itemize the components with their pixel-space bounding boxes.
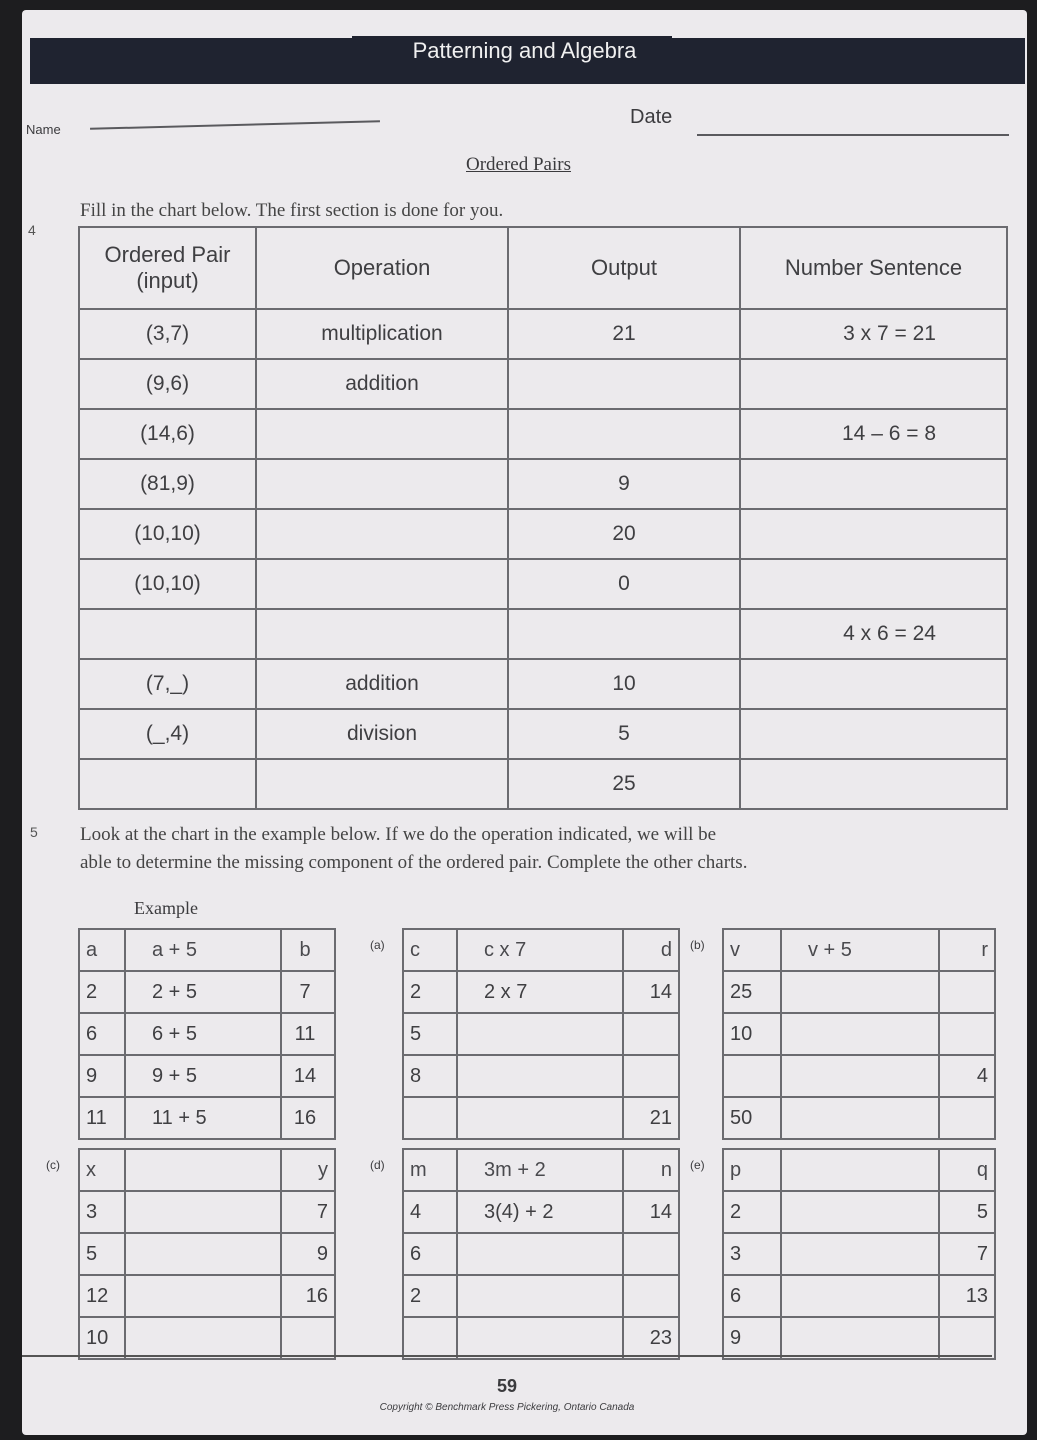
number-sentence-cell[interactable] — [740, 359, 1007, 409]
column-header-output: Output — [508, 227, 740, 309]
chart-cell: y — [281, 1149, 335, 1191]
chart-cell: c x 7 — [457, 929, 623, 971]
chart-header-row — [79, 929, 335, 971]
chart-cell: 2 — [403, 971, 457, 1013]
chart-cell: 7 — [281, 971, 335, 1013]
chart-cell: 11 — [281, 1013, 335, 1055]
chart-row — [723, 1013, 995, 1055]
table-row — [79, 359, 1007, 409]
chart-cell: 10 — [723, 1013, 781, 1055]
operation-cell: multiplication — [256, 309, 508, 359]
chart-cell[interactable] — [781, 1055, 939, 1097]
chart-cell: 9 + 5 — [125, 1055, 281, 1097]
chart-cell: 14 — [623, 1191, 679, 1233]
chart-row — [403, 1317, 679, 1359]
chart-cell[interactable] — [623, 1013, 679, 1055]
chart-b — [722, 928, 996, 1140]
chart-cell[interactable] — [281, 1317, 335, 1359]
chart-cell[interactable] — [781, 1233, 939, 1275]
table-row — [79, 509, 1007, 559]
operation-cell[interactable] — [256, 509, 508, 559]
output-cell: 10 — [508, 659, 740, 709]
chart-cell[interactable] — [623, 1233, 679, 1275]
chart-row — [79, 1275, 335, 1317]
output-cell[interactable] — [508, 409, 740, 459]
chart-cell[interactable] — [457, 1013, 623, 1055]
chart-row — [723, 1191, 995, 1233]
input-cell: (3,7) — [79, 309, 256, 359]
chart-cell: 2 x 7 — [457, 971, 623, 1013]
input-cell: (14,6) — [79, 409, 256, 459]
table-row — [79, 709, 1007, 759]
chart-cell[interactable] — [125, 1233, 281, 1275]
chart-cell: 6 — [403, 1233, 457, 1275]
column-header-number-sentence: Number Sentence — [740, 227, 1007, 309]
copyright: Copyright © Benchmark Press Pickering, Ontario Canada — [379, 1402, 635, 1413]
chart-e — [722, 1148, 996, 1360]
name-label: Name — [26, 122, 61, 137]
chart-cell: q — [939, 1149, 995, 1191]
chart-cell: 8 — [403, 1055, 457, 1097]
footer-rule — [22, 1355, 992, 1357]
chart-header-row — [403, 929, 679, 971]
chart-row — [79, 1233, 335, 1275]
chart-cell[interactable] — [939, 1013, 995, 1055]
chart-cell: 2 — [79, 971, 125, 1013]
question-4-instruction: Fill in the chart below. The first section is done for you. — [80, 200, 504, 221]
chart-cell[interactable] — [457, 1233, 623, 1275]
chart-row — [403, 1191, 679, 1233]
chart-row — [723, 1233, 995, 1275]
chart-d-label: (d) — [370, 1158, 385, 1172]
chart-cell: 9 — [79, 1055, 125, 1097]
chart-cell[interactable] — [939, 1097, 995, 1139]
chart-header-row — [79, 1149, 335, 1191]
chart-cell: n — [623, 1149, 679, 1191]
output-cell: 21 — [508, 309, 740, 359]
date-label: Date — [630, 106, 673, 128]
operation-cell[interactable] — [256, 409, 508, 459]
output-cell[interactable] — [508, 609, 740, 659]
chart-c — [78, 1148, 336, 1360]
input-cell: (10,10) — [79, 559, 256, 609]
chart-cell[interactable] — [403, 1317, 457, 1359]
number-sentence-cell[interactable] — [740, 759, 1007, 809]
chart-cell[interactable] — [623, 1275, 679, 1317]
chart-cell: 50 — [723, 1097, 781, 1139]
chart-cell: 4 — [403, 1191, 457, 1233]
table-row — [79, 409, 1007, 459]
chart-row — [79, 1097, 335, 1139]
input-cell: (_,4) — [79, 709, 256, 759]
chart-cell: 10 — [79, 1317, 125, 1359]
page-number: 59 — [496, 1376, 518, 1396]
question-5-instruction-line-1: Look at the chart in the example below. If we do the operation indicated, we will be — [80, 824, 717, 845]
chart-cell[interactable] — [781, 1013, 939, 1055]
chart-cell: 2 — [403, 1275, 457, 1317]
chart-cell: 3 — [723, 1233, 781, 1275]
chart-cell — [125, 1149, 281, 1191]
table-row — [79, 309, 1007, 359]
chart-cell: 5 — [403, 1013, 457, 1055]
chart-row — [79, 1317, 335, 1359]
chart-row — [79, 1191, 335, 1233]
operation-cell[interactable] — [256, 609, 508, 659]
column-header-input: Ordered Pair (input) — [79, 227, 256, 309]
header-title: Patterning and Algebra — [412, 38, 637, 63]
chart-cell: 3 — [79, 1191, 125, 1233]
chart-cell[interactable] — [457, 1055, 623, 1097]
chart-row — [79, 1013, 335, 1055]
chart-cell: 11 — [79, 1097, 125, 1139]
chart-cell: d — [623, 929, 679, 971]
question-4-number: 4 — [28, 222, 36, 238]
chart-cell: 5 — [939, 1191, 995, 1233]
chart-header-row — [723, 929, 995, 971]
table-row — [79, 559, 1007, 609]
chart-cell: 9 — [281, 1233, 335, 1275]
chart-cell: a + 5 — [125, 929, 281, 971]
input-cell: (81,9) — [79, 459, 256, 509]
chart-a-label: (a) — [370, 938, 385, 952]
chart-row — [723, 1275, 995, 1317]
chart-row — [723, 971, 995, 1013]
operation-cell[interactable] — [256, 759, 508, 809]
chart-cell[interactable] — [125, 1191, 281, 1233]
column-header-operation: Operation — [256, 227, 508, 309]
worksheet-page — [22, 10, 1027, 1435]
table-row — [79, 659, 1007, 709]
chart-cell[interactable] — [457, 1275, 623, 1317]
operation-cell: addition — [256, 359, 508, 409]
chart-c-label: (c) — [46, 1158, 60, 1172]
chart-row — [79, 971, 335, 1013]
chart-cell: 3(4) + 2 — [457, 1191, 623, 1233]
number-sentence-cell: 4 x 6 = 24 — [740, 609, 1007, 659]
chart-cell: p — [723, 1149, 781, 1191]
chart-cell[interactable] — [125, 1317, 281, 1359]
chart-row — [403, 1233, 679, 1275]
chart-cell — [781, 1149, 939, 1191]
chart-cell[interactable] — [457, 1097, 623, 1139]
chart-cell[interactable] — [403, 1097, 457, 1139]
input-cell: (9,6) — [79, 359, 256, 409]
chart-cell: b — [281, 929, 335, 971]
chart-cell: a — [79, 929, 125, 971]
chart-cell: 2 + 5 — [125, 971, 281, 1013]
chart-cell: 7 — [281, 1191, 335, 1233]
output-cell: 9 — [508, 459, 740, 509]
chart-cell: 2 — [723, 1191, 781, 1233]
chart-cell: v — [723, 929, 781, 971]
chart-row — [403, 971, 679, 1013]
chart-cell: 21 — [623, 1097, 679, 1139]
example-label: Example — [134, 898, 198, 918]
chart-row — [403, 1055, 679, 1097]
chart-cell: 4 — [939, 1055, 995, 1097]
chart-cell: 7 — [939, 1233, 995, 1275]
chart-cell[interactable] — [723, 1055, 781, 1097]
output-cell: 5 — [508, 709, 740, 759]
number-sentence-cell[interactable] — [740, 659, 1007, 709]
input-cell: (10,10) — [79, 509, 256, 559]
section-title: Ordered Pairs — [466, 154, 571, 175]
chart-cell: 3m + 2 — [457, 1149, 623, 1191]
chart-row — [723, 1317, 995, 1359]
chart-cell: 14 — [623, 971, 679, 1013]
chart-cell: 13 — [939, 1275, 995, 1317]
date-line — [697, 134, 1009, 136]
table-row — [79, 759, 1007, 809]
chart-e-label: (e) — [690, 1158, 705, 1172]
chart-d — [402, 1148, 680, 1360]
chart-cell[interactable] — [781, 1191, 939, 1233]
chart-cell[interactable] — [781, 1317, 939, 1359]
chart-row — [403, 1097, 679, 1139]
chart-cell[interactable] — [939, 971, 995, 1013]
chart-cell: 12 — [79, 1275, 125, 1317]
chart-cell: 6 + 5 — [125, 1013, 281, 1055]
chart-cell[interactable] — [781, 1097, 939, 1139]
chart-row — [79, 1055, 335, 1097]
chart-cell[interactable] — [781, 1275, 939, 1317]
chart-cell: 25 — [723, 971, 781, 1013]
operation-cell[interactable] — [256, 559, 508, 609]
chart-cell[interactable] — [457, 1317, 623, 1359]
chart-cell: 5 — [79, 1233, 125, 1275]
question-5-number: 5 — [30, 824, 38, 840]
chart-example — [78, 928, 336, 1140]
number-sentence-cell[interactable] — [740, 709, 1007, 759]
table-row — [79, 459, 1007, 509]
chart-cell[interactable] — [623, 1055, 679, 1097]
chart-cell: x — [79, 1149, 125, 1191]
chart-cell[interactable] — [939, 1317, 995, 1359]
number-sentence-cell: 14 – 6 = 8 — [740, 409, 1007, 459]
chart-cell: c — [403, 929, 457, 971]
number-sentence-cell[interactable] — [740, 509, 1007, 559]
number-sentence-cell[interactable] — [740, 459, 1007, 509]
chart-cell: 23 — [623, 1317, 679, 1359]
chart-cell: 6 — [723, 1275, 781, 1317]
chart-cell: r — [939, 929, 995, 971]
operation-cell: division — [256, 709, 508, 759]
chart-row — [723, 1097, 995, 1139]
output-cell: 0 — [508, 559, 740, 609]
input-cell[interactable] — [79, 609, 256, 659]
chart-header-row — [723, 1149, 995, 1191]
number-sentence-cell[interactable] — [740, 559, 1007, 609]
operation-cell: addition — [256, 659, 508, 709]
question-5-instruction-line-2: able to determine the missing component of the ordered pair. Complete the other charts. — [80, 852, 748, 873]
operation-cell[interactable] — [256, 459, 508, 509]
chart-row — [403, 1013, 679, 1055]
chart-cell[interactable] — [781, 971, 939, 1013]
chart-row — [403, 1275, 679, 1317]
chart-a — [402, 928, 680, 1140]
chart-cell: 11 + 5 — [125, 1097, 281, 1139]
chart-cell[interactable] — [125, 1275, 281, 1317]
input-cell[interactable] — [79, 759, 256, 809]
output-cell: 25 — [508, 759, 740, 809]
chart-header-row — [403, 1149, 679, 1191]
name-line — [90, 120, 380, 130]
chart-cell: 16 — [281, 1275, 335, 1317]
chart-cell: 6 — [79, 1013, 125, 1055]
output-cell: 20 — [508, 509, 740, 559]
chart-cell: 14 — [281, 1055, 335, 1097]
chart-b-label: (b) — [690, 938, 705, 952]
ordered-pairs-table — [78, 226, 1008, 810]
chart-cell: 16 — [281, 1097, 335, 1139]
chart-cell: 9 — [723, 1317, 781, 1359]
number-sentence-cell: 3 x 7 = 21 — [740, 309, 1007, 359]
chart-row — [723, 1055, 995, 1097]
input-cell: (7,_) — [79, 659, 256, 709]
chart-cell: v + 5 — [781, 929, 939, 971]
output-cell[interactable] — [508, 359, 740, 409]
chart-cell: m — [403, 1149, 457, 1191]
table-row — [79, 609, 1007, 659]
